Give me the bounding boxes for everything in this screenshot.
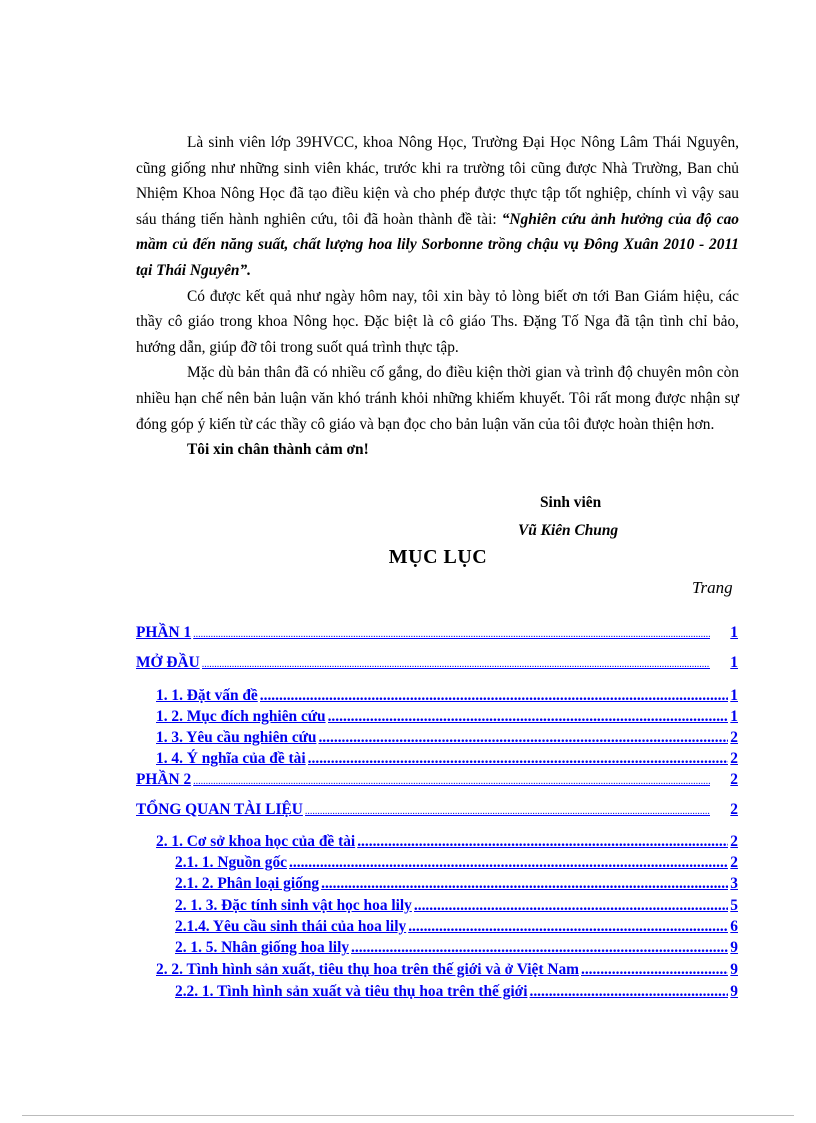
toc-leader-dots: [321, 875, 728, 893]
toc-leader-dots: [414, 897, 728, 915]
toc-entry-page: 1: [730, 708, 738, 725]
toc-entry-label: 2. 1. Cơ sở khoa học của đề tài: [156, 833, 356, 850]
toc-entry-label: 2.1. 1. Nguồn gốc: [175, 854, 288, 871]
toc-entry-page: 6: [730, 918, 738, 935]
toc-leader-dots: [289, 854, 728, 872]
toc-entry-page: 9: [730, 961, 738, 978]
toc-entry-label: TỔNG QUAN TÀI LIỆU: [136, 801, 303, 818]
toc-leader-dots: [193, 629, 710, 640]
toc-entry-page: 1: [730, 624, 738, 641]
toc-entry-label: 2. 1. 3. Đặc tính sinh vật học hoa lily: [175, 897, 412, 914]
toc-leader-dots: [308, 750, 729, 768]
toc-entry-label: 2.2. 1. Tình hình sản xuất và tiêu thụ hoa trên thế giới: [175, 983, 528, 1000]
toc-leader-dots: [202, 659, 711, 670]
acknowledgement-paragraph-3: Mặc dù bản thân đã có nhiều cố gắng, do điều kiện thời gian và trình độ chuyên môn còn nhiều hạn chế nên bản luận văn khó tránh khỏi những khiếm khuyết. Tôi rất mong được nhận sự đóng góp ý kiến từ các thầy cô giáo và bạn đọc cho bản luận văn của tôi được hoàn thiện hơn.: [136, 364, 739, 433]
toc-title: MỤC LỤC: [388, 546, 488, 568]
toc-entry-page: 2: [730, 729, 738, 746]
toc-entry-1-2[interactable]: [156, 708, 738, 726]
toc-entry-label: 1. 1. Đặt vấn đề: [156, 687, 258, 704]
toc-entry-label: PHẦN 1: [136, 624, 192, 641]
toc-entry-page: 1: [730, 687, 738, 704]
toc-leader-dots: [305, 806, 710, 817]
toc-entry-1-1[interactable]: [156, 687, 738, 705]
toc-entry-label: 2.1.4. Yêu cầu sinh thái của hoa lily: [175, 918, 407, 935]
toc-entry-2-1-5[interactable]: [175, 939, 738, 957]
page-bottom-rule: [22, 1115, 794, 1116]
toc-entry-1-4[interactable]: [156, 750, 738, 768]
toc-entry-2-1[interactable]: [156, 833, 738, 851]
toc-entry-1-3[interactable]: [156, 729, 738, 747]
toc-entry-page: 5: [730, 897, 738, 914]
signature-role: Sinh viên: [540, 494, 602, 511]
toc-entry-page: 2: [730, 801, 738, 818]
toc-entry-page: 1: [730, 654, 738, 671]
toc-leader-dots: [529, 983, 728, 1001]
toc-entry-2-1-1[interactable]: [175, 854, 738, 872]
toc-entry-label: 1. 3. Yêu cầu nghiên cứu: [156, 729, 317, 746]
toc-leader-dots: [351, 939, 728, 957]
toc-entry-label: 1. 4. Ý nghĩa của đề tài: [156, 750, 306, 767]
toc-leader-dots: [581, 961, 728, 979]
acknowledgement-paragraph-1: [136, 130, 739, 284]
toc-entry-2-2-1[interactable]: [175, 983, 738, 1001]
toc-entry-label: 2.1. 2. Phân loại giống: [175, 875, 320, 892]
toc-leader-dots: [408, 918, 728, 936]
toc-entry-page: 2: [730, 854, 738, 871]
toc-entry-mo-dau[interactable]: [136, 654, 738, 672]
acknowledgement-paragraph-1-text: Là sinh viên lớp 39HVCC, khoa Nông Học, Trường Đại Học Nông Lâm Thái Nguyên, cũng giống như những sinh viên khác, trước khi ra trường tôi cũng được Nhà Trường, Ban chủ Nhiệm Khoa Nông Học đã tạo điều kiện và cho phép được thực tập tốt nghiệp, chính vì vậy sau sáu tháng tiến hành nghiên cứu, tôi đã hoàn thành đề tài:: [136, 134, 739, 228]
toc-leader-dots: [193, 776, 710, 787]
thesis-title-quote: “Nghiên cứu ảnh hưởng của độ cao mầm củ đến năng suất, chất lượng hoa lily Sorbonne trồng chậu vụ Đông Xuân 2010 - 2011 tại Thái Nguyên”.: [136, 210, 739, 279]
toc-entry-page: 2: [730, 771, 738, 788]
acknowledgement-paragraph-2: Có được kết quả như ngày hôm nay, tôi xin bày tỏ lòng biết ơn tới Ban Giám hiệu, các thầy cô giáo trong khoa Nông học. Đặc biệt là cô giáo Ths. Đặng Tố Nga đã tận tình chỉ bảo, hướng dẫn, giúp đỡ tôi trong suốt quá trình thực tập.: [136, 287, 739, 356]
toc-entry-label: MỞ ĐẦU: [136, 654, 200, 671]
toc-entry-2-1-2[interactable]: [175, 875, 738, 893]
toc-entry-phan-2[interactable]: [136, 771, 738, 789]
thanks-line: Tôi xin chân thành cảm ơn!: [187, 441, 369, 459]
toc-entry-2-1-3[interactable]: [175, 897, 738, 915]
toc-leader-dots: [318, 729, 728, 747]
toc-entry-page: 3: [730, 875, 738, 892]
toc-entry-label: 1. 2. Mục đích nghiên cứu: [156, 708, 326, 725]
toc-entry-label: 2. 2. Tình hình sản xuất, tiêu thụ hoa trên thế giới và ở Việt Nam: [156, 961, 579, 978]
toc-entry-page: 2: [730, 750, 738, 767]
toc-entry-2-1-4[interactable]: [175, 918, 738, 936]
toc-leader-dots: [328, 708, 729, 726]
toc-entry-label: 2. 1. 5. Nhân giống hoa lily: [175, 939, 350, 956]
toc-entry-2-2[interactable]: [156, 961, 738, 979]
toc-leader-dots: [357, 833, 728, 851]
toc-entry-phan-1[interactable]: [136, 624, 738, 642]
toc-entry-page: 9: [730, 983, 738, 1000]
toc-entry-tong-quan[interactable]: [136, 801, 738, 819]
toc-entry-label: PHẦN 2: [136, 771, 192, 788]
signature-name: Vũ Kiên Chung: [518, 522, 619, 539]
toc-leader-dots: [260, 687, 729, 705]
toc-entry-page: 9: [730, 939, 738, 956]
toc-page-label: Trang: [692, 578, 733, 597]
toc-entry-page: 2: [730, 833, 738, 850]
acknowledgement-section: [136, 130, 739, 463]
